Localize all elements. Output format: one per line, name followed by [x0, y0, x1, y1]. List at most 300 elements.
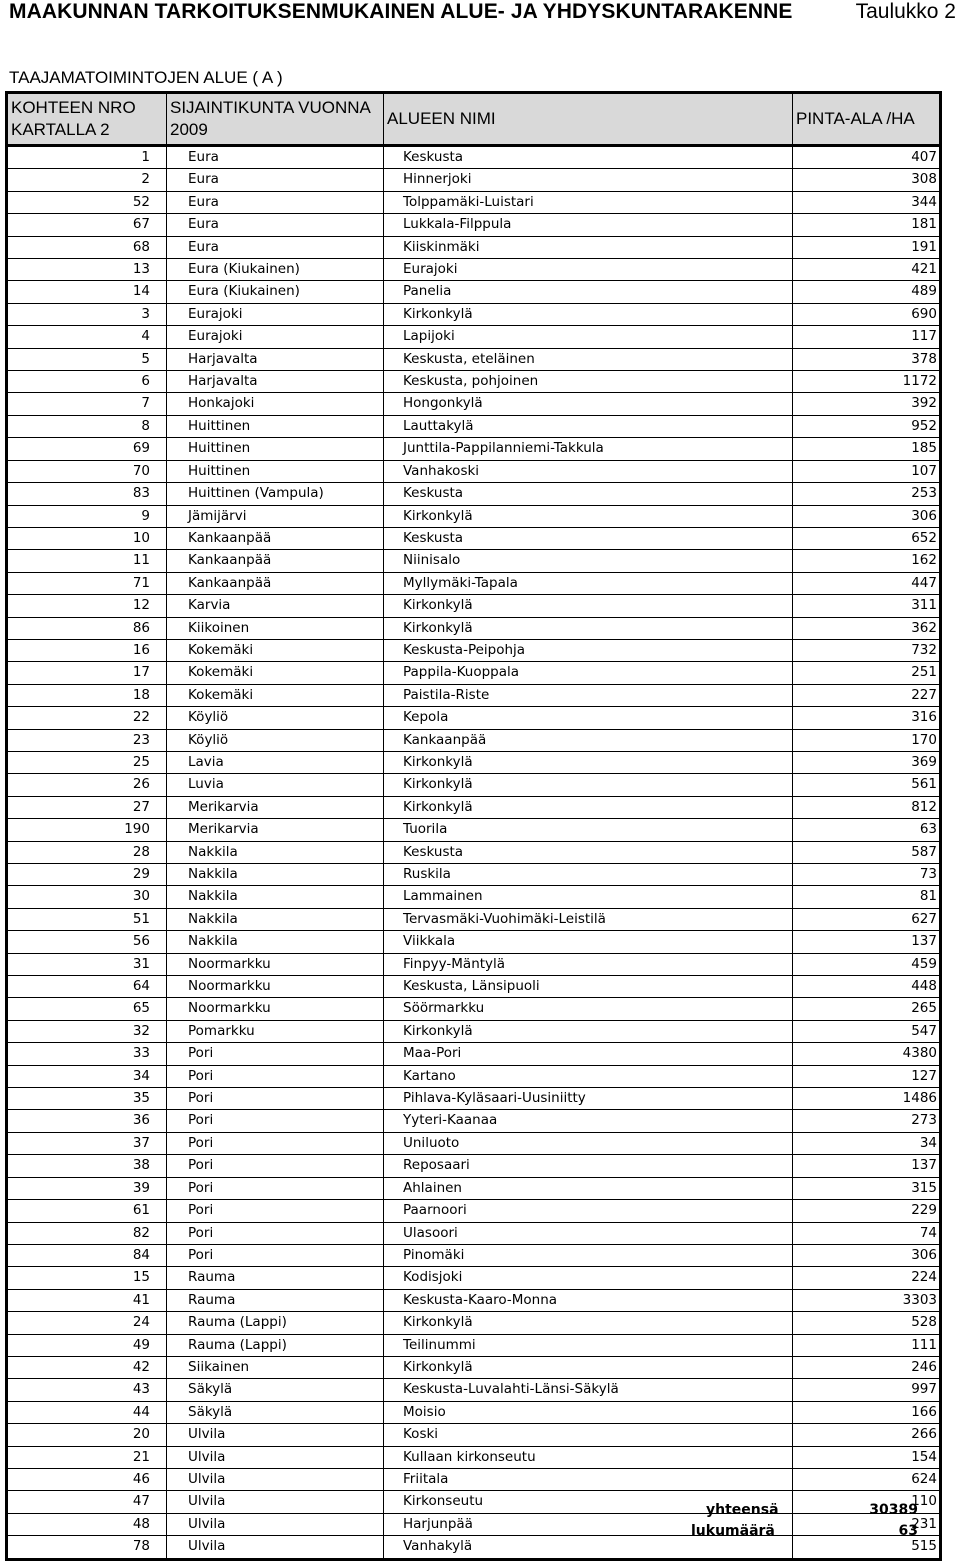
cell-area-name: Uniluoto — [384, 1132, 793, 1154]
cell-target-number: 13 — [7, 259, 167, 281]
cell-municipality: Kankaanpää — [167, 527, 384, 549]
cell-area-name: Moisio — [384, 1401, 793, 1423]
cell-area-name: Kirkonkylä — [384, 774, 793, 796]
cell-area-ha: 952 — [793, 415, 941, 437]
cell-municipality: Pori — [167, 1065, 384, 1087]
header-line: KARTALLA 2 — [11, 120, 110, 139]
cell-target-number: 25 — [7, 751, 167, 773]
cell-area-name: Reposaari — [384, 1155, 793, 1177]
cell-area-ha: 4380 — [793, 1043, 941, 1065]
cell-target-number: 42 — [7, 1356, 167, 1378]
cell-municipality: Köyliö — [167, 729, 384, 751]
cell-area-name: Keskusta — [384, 146, 793, 169]
table-row — [7, 841, 941, 863]
cell-area-name: Yyteri-Kaanaa — [384, 1110, 793, 1132]
cell-municipality: Pori — [167, 1244, 384, 1266]
cell-area-ha: 587 — [793, 841, 941, 863]
cell-target-number: 83 — [7, 483, 167, 505]
table-row — [7, 639, 941, 661]
header-line: ALUEEN NIMI — [387, 109, 496, 128]
cell-municipality: Eura — [167, 146, 384, 169]
table-row — [7, 281, 941, 303]
cell-area-name: Panelia — [384, 281, 793, 303]
table-row — [7, 572, 941, 594]
cell-target-number: 22 — [7, 707, 167, 729]
document-title: MAAKUNNAN TARKOITUKSENMUKAINEN ALUE- JA YHDYSKUNTARAKENNE — [9, 0, 793, 23]
table-row — [7, 1155, 941, 1177]
cell-area-ha: 362 — [793, 617, 941, 639]
cell-municipality: Pori — [167, 1155, 384, 1177]
cell-target-number: 33 — [7, 1043, 167, 1065]
cell-target-number: 36 — [7, 1110, 167, 1132]
cell-area-ha: 1172 — [793, 371, 941, 393]
cell-target-number: 69 — [7, 438, 167, 460]
cell-municipality: Huittinen — [167, 438, 384, 460]
cell-area-name: Junttila-Pappilanniemi-Takkula — [384, 438, 793, 460]
cell-area-ha: 117 — [793, 326, 941, 348]
cell-municipality: Rauma (Lappi) — [167, 1312, 384, 1334]
cell-area-ha: 3303 — [793, 1289, 941, 1311]
cell-area-ha: 81 — [793, 886, 941, 908]
table-row — [7, 1289, 941, 1311]
table-row — [7, 1177, 941, 1199]
cell-area-ha: 227 — [793, 684, 941, 706]
header-area-name — [384, 93, 793, 146]
cell-target-number: 28 — [7, 841, 167, 863]
cell-area-name: Ruskila — [384, 864, 793, 886]
cell-target-number: 48 — [7, 1513, 167, 1535]
table-row — [7, 1200, 941, 1222]
table-row — [7, 819, 941, 841]
cell-municipality: Noormarkku — [167, 953, 384, 975]
cell-area-ha: 459 — [793, 953, 941, 975]
cell-municipality: Ulvila — [167, 1513, 384, 1535]
table-row — [7, 1401, 941, 1423]
table-row — [7, 662, 941, 684]
table-row — [7, 1513, 941, 1535]
cell-municipality: Noormarkku — [167, 998, 384, 1020]
table-row — [7, 303, 941, 325]
cell-area-name: Myllymäki-Tapala — [384, 572, 793, 594]
cell-target-number: 70 — [7, 460, 167, 482]
cell-area-ha: 421 — [793, 259, 941, 281]
cell-area-ha: 137 — [793, 1155, 941, 1177]
cell-municipality: Noormarkku — [167, 976, 384, 998]
header-line: PINTA-ALA /HA — [796, 109, 915, 128]
cell-area-name: Kirkonkylä — [384, 751, 793, 773]
table-row — [7, 326, 941, 348]
cell-municipality: Eura — [167, 169, 384, 191]
cell-target-number: 49 — [7, 1334, 167, 1356]
table-row — [7, 550, 941, 572]
cell-area-name: Hinnerjoki — [384, 169, 793, 191]
count-label: lukumäärä — [691, 1523, 775, 1539]
cell-municipality: Ulvila — [167, 1491, 384, 1513]
table-row — [7, 259, 941, 281]
cell-municipality: Siikainen — [167, 1356, 384, 1378]
cell-municipality: Rauma (Lappi) — [167, 1334, 384, 1356]
cell-target-number: 7 — [7, 393, 167, 415]
cell-area-name: Friitala — [384, 1468, 793, 1490]
cell-area-ha: 627 — [793, 908, 941, 930]
cell-area-name: Söörmarkku — [384, 998, 793, 1020]
cell-municipality: Rauma — [167, 1267, 384, 1289]
cell-area-ha: 1486 — [793, 1088, 941, 1110]
cell-municipality: Kankaanpää — [167, 572, 384, 594]
cell-target-number: 41 — [7, 1289, 167, 1311]
table-row — [7, 1491, 941, 1513]
table-row — [7, 729, 941, 751]
cell-target-number: 51 — [7, 908, 167, 930]
cell-municipality: Kokemäki — [167, 684, 384, 706]
cell-target-number: 17 — [7, 662, 167, 684]
cell-target-number: 26 — [7, 774, 167, 796]
cell-municipality: Merikarvia — [167, 796, 384, 818]
cell-area-name: Kartano — [384, 1065, 793, 1087]
cell-area-name: Keskusta, pohjoinen — [384, 371, 793, 393]
cell-area-name: Ulasoori — [384, 1222, 793, 1244]
cell-target-number: 1 — [7, 146, 167, 169]
cell-municipality: Ulvila — [167, 1536, 384, 1559]
table-row — [7, 886, 941, 908]
cell-area-name: Kirkonkylä — [384, 1356, 793, 1378]
cell-area-ha: 73 — [793, 864, 941, 886]
cell-municipality: Nakkila — [167, 908, 384, 930]
cell-target-number: 21 — [7, 1446, 167, 1468]
cell-municipality: Rauma — [167, 1289, 384, 1311]
cell-municipality: Kankaanpää — [167, 550, 384, 572]
cell-target-number: 84 — [7, 1244, 167, 1266]
cell-municipality: Nakkila — [167, 841, 384, 863]
cell-target-number: 3 — [7, 303, 167, 325]
header-line: KOHTEEN NRO — [11, 98, 136, 117]
cell-municipality: Pori — [167, 1043, 384, 1065]
cell-municipality: Ulvila — [167, 1424, 384, 1446]
table-row — [7, 774, 941, 796]
cell-area-name: Pinomäki — [384, 1244, 793, 1266]
cell-area-ha: 273 — [793, 1110, 941, 1132]
cell-municipality: Honkajoki — [167, 393, 384, 415]
cell-area-name: Kodisjoki — [384, 1267, 793, 1289]
cell-area-ha: 652 — [793, 527, 941, 549]
cell-target-number: 190 — [7, 819, 167, 841]
cell-area-ha: 344 — [793, 191, 941, 213]
cell-area-name: Hongonkylä — [384, 393, 793, 415]
cell-area-name: Lukkala-Filppula — [384, 214, 793, 236]
cell-area-ha: 231 — [793, 1513, 941, 1535]
cell-target-number: 47 — [7, 1491, 167, 1513]
table-row — [7, 146, 941, 169]
cell-area-name: Lammainen — [384, 886, 793, 908]
table-row — [7, 595, 941, 617]
cell-area-ha: 528 — [793, 1312, 941, 1334]
cell-area-name: Keskusta — [384, 527, 793, 549]
cell-municipality: Huittinen (Vampula) — [167, 483, 384, 505]
cell-target-number: 12 — [7, 595, 167, 617]
table-row — [7, 1536, 941, 1559]
cell-target-number: 8 — [7, 415, 167, 437]
cell-area-name: Keskusta-Kaaro-Monna — [384, 1289, 793, 1311]
table-row — [7, 191, 941, 213]
cell-area-name: Finpyy-Mäntylä — [384, 953, 793, 975]
cell-area-ha: 392 — [793, 393, 941, 415]
cell-municipality: Luvia — [167, 774, 384, 796]
cell-municipality: Köyliö — [167, 707, 384, 729]
cell-area-name: Kullaan kirkonseutu — [384, 1446, 793, 1468]
cell-area-name: Tolppamäki-Luistari — [384, 191, 793, 213]
cell-municipality: Eura (Kiukainen) — [167, 259, 384, 281]
table-row — [7, 864, 941, 886]
cell-area-ha: 547 — [793, 1020, 941, 1042]
table-row — [7, 998, 941, 1020]
cell-area-ha: 308 — [793, 169, 941, 191]
table-row — [7, 393, 941, 415]
cell-municipality: Pori — [167, 1222, 384, 1244]
cell-target-number: 37 — [7, 1132, 167, 1154]
table-row — [7, 460, 941, 482]
cell-target-number: 15 — [7, 1267, 167, 1289]
table-row — [7, 1088, 941, 1110]
cell-area-ha: 137 — [793, 931, 941, 953]
table-subtitle: TAAJAMATOIMINTOJEN ALUE ( A ) — [9, 68, 283, 87]
cell-area-name: Kankaanpää — [384, 729, 793, 751]
table-row — [7, 1312, 941, 1334]
cell-area-ha: 448 — [793, 976, 941, 998]
cell-area-name: Kirkonkylä — [384, 1312, 793, 1334]
cell-target-number: 67 — [7, 214, 167, 236]
cell-area-ha: 246 — [793, 1356, 941, 1378]
table-row — [7, 1334, 941, 1356]
header-municipality — [167, 93, 384, 146]
cell-area-ha: 181 — [793, 214, 941, 236]
cell-target-number: 86 — [7, 617, 167, 639]
cell-area-name: Vanhakylä — [384, 1536, 793, 1559]
cell-municipality: Huittinen — [167, 460, 384, 482]
cell-area-ha: 74 — [793, 1222, 941, 1244]
cell-target-number: 24 — [7, 1312, 167, 1334]
cell-area-ha: 315 — [793, 1177, 941, 1199]
cell-municipality: Pori — [167, 1132, 384, 1154]
table-row — [7, 617, 941, 639]
cell-municipality: Nakkila — [167, 931, 384, 953]
cell-area-ha: 185 — [793, 438, 941, 460]
cell-area-name: Koski — [384, 1424, 793, 1446]
cell-municipality: Harjavalta — [167, 371, 384, 393]
table-row — [7, 1379, 941, 1401]
cell-area-ha: 624 — [793, 1468, 941, 1490]
cell-area-name: Keskusta — [384, 483, 793, 505]
cell-target-number: 78 — [7, 1536, 167, 1559]
cell-municipality: Kiikoinen — [167, 617, 384, 639]
table-row — [7, 236, 941, 258]
cell-target-number: 32 — [7, 1020, 167, 1042]
table-row — [7, 415, 941, 437]
cell-target-number: 46 — [7, 1468, 167, 1490]
cell-municipality: Eurajoki — [167, 303, 384, 325]
cell-municipality: Pomarkku — [167, 1020, 384, 1042]
cell-target-number: 39 — [7, 1177, 167, 1199]
cell-municipality: Pori — [167, 1088, 384, 1110]
cell-target-number: 64 — [7, 976, 167, 998]
cell-area-name: Kirkonkylä — [384, 617, 793, 639]
cell-area-name: Lauttakylä — [384, 415, 793, 437]
table-row — [7, 953, 941, 975]
cell-municipality: Eura — [167, 191, 384, 213]
table-row — [7, 1267, 941, 1289]
table-row — [7, 371, 941, 393]
cell-area-name: Maa-Pori — [384, 1043, 793, 1065]
table-row — [7, 684, 941, 706]
cell-area-ha: 561 — [793, 774, 941, 796]
cell-municipality: Eura — [167, 214, 384, 236]
table-row — [7, 527, 941, 549]
cell-municipality: Merikarvia — [167, 819, 384, 841]
cell-area-ha: 515 — [793, 1536, 941, 1559]
cell-area-name: Kirkonkylä — [384, 303, 793, 325]
cell-municipality: Säkylä — [167, 1401, 384, 1423]
cell-area-ha: 997 — [793, 1379, 941, 1401]
cell-area-ha: 812 — [793, 796, 941, 818]
cell-area-name: Vanhakoski — [384, 460, 793, 482]
table-row — [7, 751, 941, 773]
cell-target-number: 2 — [7, 169, 167, 191]
cell-area-name: Kirkonkylä — [384, 595, 793, 617]
cell-area-name: Teilinummi — [384, 1334, 793, 1356]
cell-area-ha: 170 — [793, 729, 941, 751]
cell-area-ha: 316 — [793, 707, 941, 729]
cell-municipality: Eura — [167, 236, 384, 258]
cell-area-name: Tuorila — [384, 819, 793, 841]
cell-area-name: Keskusta, Länsipuoli — [384, 976, 793, 998]
cell-area-name: Harjunpää — [384, 1513, 793, 1535]
cell-target-number: 29 — [7, 864, 167, 886]
table-row — [7, 438, 941, 460]
cell-area-ha: 732 — [793, 639, 941, 661]
cell-target-number: 11 — [7, 550, 167, 572]
cell-target-number: 9 — [7, 505, 167, 527]
cell-municipality: Harjavalta — [167, 348, 384, 370]
table-row — [7, 348, 941, 370]
table-row — [7, 214, 941, 236]
table-header — [7, 93, 941, 146]
header-line: 2009 — [170, 120, 208, 139]
cell-area-name: Niinisalo — [384, 550, 793, 572]
cell-area-ha: 166 — [793, 1401, 941, 1423]
cell-area-ha: 154 — [793, 1446, 941, 1468]
table-row — [7, 1244, 941, 1266]
cell-municipality: Nakkila — [167, 864, 384, 886]
header-line: SIJAINTIKUNTA VUONNA — [170, 98, 371, 117]
header-area-ha — [793, 93, 941, 146]
cell-area-ha: 127 — [793, 1065, 941, 1087]
table-row — [7, 1424, 941, 1446]
table-row — [7, 796, 941, 818]
cell-municipality: Karvia — [167, 595, 384, 617]
cell-area-name: Keskusta-Luvalahti-Länsi-Säkylä — [384, 1379, 793, 1401]
cell-area-ha: 265 — [793, 998, 941, 1020]
cell-area-ha: 162 — [793, 550, 941, 572]
cell-municipality: Jämijärvi — [167, 505, 384, 527]
cell-area-name: Kirkonkylä — [384, 796, 793, 818]
total-label: yhteensä — [706, 1502, 779, 1518]
cell-target-number: 16 — [7, 639, 167, 661]
cell-target-number: 68 — [7, 236, 167, 258]
cell-area-name: Paarnoori — [384, 1200, 793, 1222]
cell-area-ha: 224 — [793, 1267, 941, 1289]
table-row — [7, 1468, 941, 1490]
cell-target-number: 52 — [7, 191, 167, 213]
table-row — [7, 1446, 941, 1468]
table-reference: Taulukko 2 — [855, 0, 956, 23]
cell-area-ha: 306 — [793, 505, 941, 527]
cell-area-name: Pihlava-Kyläsaari-Uusiniitty — [384, 1088, 793, 1110]
table-row — [7, 1020, 941, 1042]
cell-municipality: Kokemäki — [167, 662, 384, 684]
cell-target-number: 27 — [7, 796, 167, 818]
cell-area-ha: 63 — [793, 819, 941, 841]
cell-area-ha: 407 — [793, 146, 941, 169]
cell-municipality: Eurajoki — [167, 326, 384, 348]
cell-area-name: Kirkonkylä — [384, 1020, 793, 1042]
cell-target-number: 4 — [7, 326, 167, 348]
cell-area-name: Keskusta — [384, 841, 793, 863]
table-row — [7, 931, 941, 953]
cell-area-name: Ahlainen — [384, 1177, 793, 1199]
cell-area-ha: 107 — [793, 460, 941, 482]
cell-target-number: 43 — [7, 1379, 167, 1401]
cell-area-name: Tervasmäki-Vuohimäki-Leistilä — [384, 908, 793, 930]
table-row — [7, 1065, 941, 1087]
table-body — [7, 146, 941, 1560]
count-value: 63 — [898, 1523, 918, 1539]
cell-municipality: Ulvila — [167, 1468, 384, 1490]
cell-target-number: 6 — [7, 371, 167, 393]
total-value: 30389 — [869, 1502, 918, 1518]
cell-area-ha: 378 — [793, 348, 941, 370]
table-row — [7, 483, 941, 505]
cell-area-name: Kiiskinmäki — [384, 236, 793, 258]
cell-target-number: 31 — [7, 953, 167, 975]
table-row — [7, 976, 941, 998]
cell-area-ha: 311 — [793, 595, 941, 617]
cell-area-name: Keskusta-Peipohja — [384, 639, 793, 661]
cell-municipality: Nakkila — [167, 886, 384, 908]
cell-municipality: Eura (Kiukainen) — [167, 281, 384, 303]
cell-target-number: 35 — [7, 1088, 167, 1110]
cell-municipality: Ulvila — [167, 1446, 384, 1468]
cell-area-name: Kepola — [384, 707, 793, 729]
table-row — [7, 505, 941, 527]
cell-area-ha: 111 — [793, 1334, 941, 1356]
cell-target-number: 30 — [7, 886, 167, 908]
table-row — [7, 707, 941, 729]
cell-target-number: 65 — [7, 998, 167, 1020]
table-row — [7, 908, 941, 930]
table-row — [7, 1043, 941, 1065]
cell-area-ha: 229 — [793, 1200, 941, 1222]
cell-municipality: Pori — [167, 1110, 384, 1132]
cell-target-number: 71 — [7, 572, 167, 594]
table-row — [7, 1222, 941, 1244]
cell-target-number: 38 — [7, 1155, 167, 1177]
cell-target-number: 18 — [7, 684, 167, 706]
cell-area-name: Viikkala — [384, 931, 793, 953]
cell-area-ha: 110 — [793, 1491, 941, 1513]
cell-area-ha: 489 — [793, 281, 941, 303]
cell-target-number: 5 — [7, 348, 167, 370]
cell-area-ha: 253 — [793, 483, 941, 505]
cell-area-ha: 690 — [793, 303, 941, 325]
